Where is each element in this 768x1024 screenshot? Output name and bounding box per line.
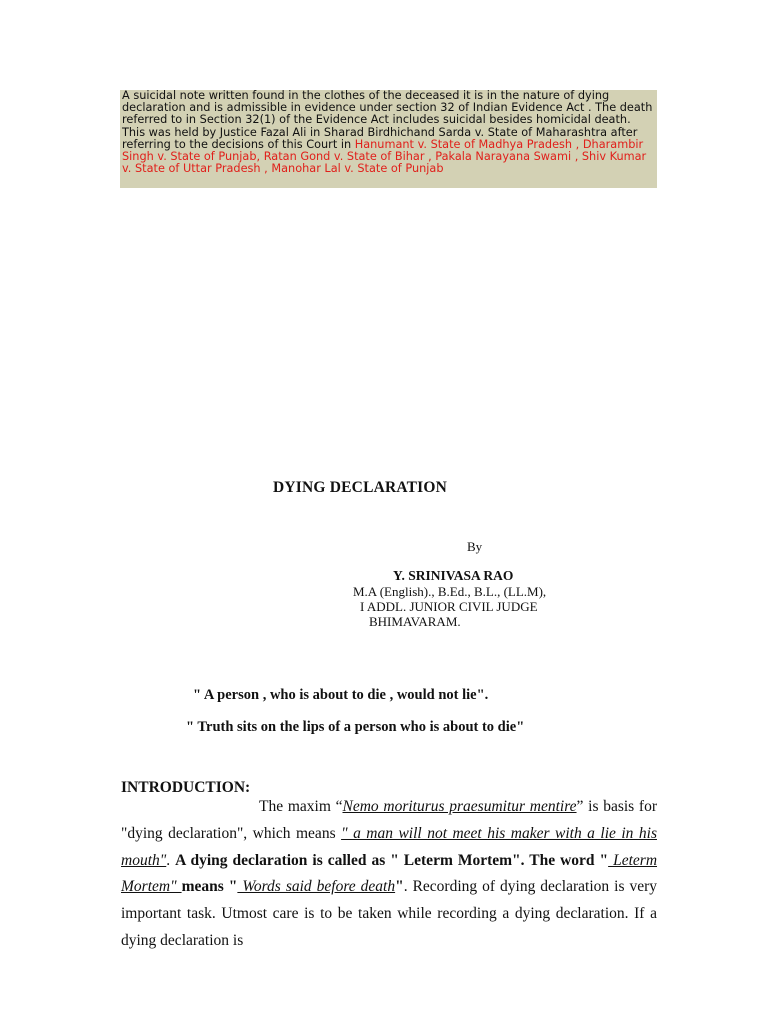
introduction-paragraph xyxy=(121,794,657,955)
note-text: A suicidal note written found in the clothes of the deceased it is in the nature of dying declaration and is admissible in evidence under section 32 of Indian Evidence Act . The death referred to in Section 32(1) of the Evidence Act includes suicidal besides homicidal death. This was held by Justice Fazal Ali in Sharad Birdhichand Sarda v. State of Maharashtra after referring to the decisions of this Court in xyxy=(122,89,653,151)
author-position: I ADDL. JUNIOR CIVIL JUDGE xyxy=(360,599,538,614)
author-place: BHIMAVARAM. xyxy=(369,614,461,629)
suicidal-note-box xyxy=(120,90,657,188)
intro-text-1: The maxim “ xyxy=(259,798,343,815)
intro-text-4: . Recording of dying declaration is very important task. Utmost care is to be taken while recording a dying declaration. If a dying declaration is xyxy=(121,878,657,949)
intro-bold-1: A dying declaration is called as " Leterm Mortem". The word " xyxy=(175,851,609,869)
maxim-meaning: " a man will not meet his maker with a lie in his mouth" xyxy=(121,824,657,869)
intro-text-2: ” is basis for "dying declaration", which means xyxy=(121,798,657,842)
document-title: DYING DECLARATION xyxy=(273,479,448,496)
leterm-mortem-term: Leterm Mortem" xyxy=(121,851,658,896)
introduction-heading: INTRODUCTION: xyxy=(121,779,251,796)
author-name: Y. SRINIVASA RAO xyxy=(393,568,514,583)
quote-2: " Truth sits on the lips of a person who is about to die" xyxy=(186,719,525,735)
intro-text-3: . xyxy=(166,851,176,869)
by-label: By xyxy=(467,539,483,554)
quote-1: " A person , who is about to die , would not lie". xyxy=(193,687,489,703)
term-meaning: Words said before death xyxy=(237,878,396,896)
intro-bold-2: means " xyxy=(181,878,238,896)
author-degrees: M.A (English)., B.Ed., B.L., (LL.M), xyxy=(353,584,547,599)
note-case-citations: Hanumant v. State of Madhya Pradesh , Dharambir Singh v. State of Punjab, Ratan Gond v. State of Bihar , Pakala Narayana Swami , Shiv Kumar v. State of Uttar Pradesh , Manohar Lal v. State of Punjab xyxy=(122,137,647,176)
maxim-text: Nemo moriturus praesumitur mentire xyxy=(342,798,577,815)
intro-bold-3: " xyxy=(395,878,404,896)
